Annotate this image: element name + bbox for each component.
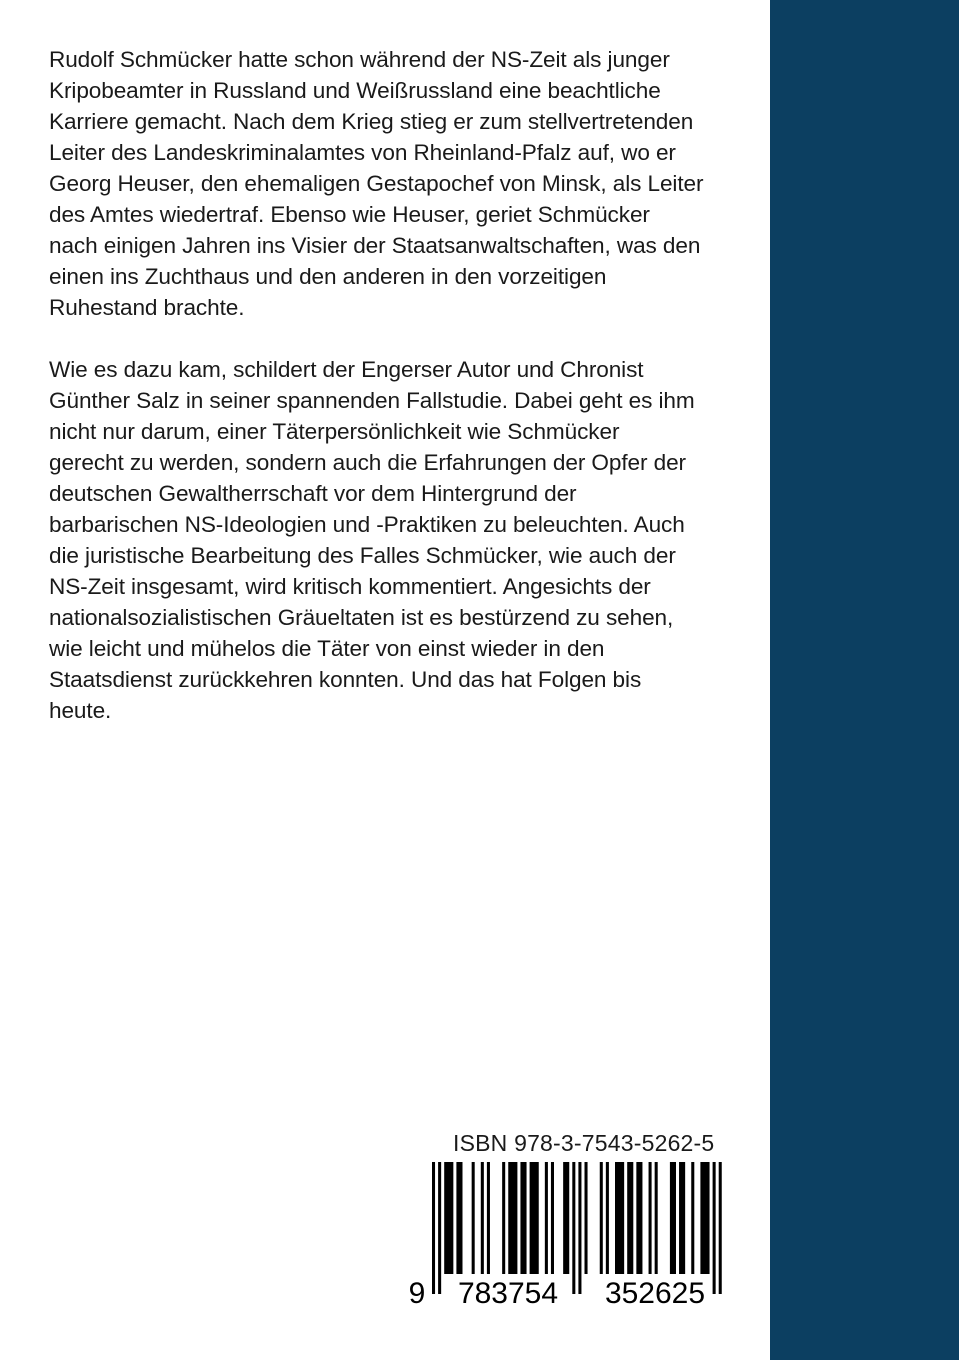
barcode-guard-bar: [432, 1162, 435, 1294]
barcode-bar: [444, 1162, 453, 1274]
blurb-line: Leiter des Landeskriminalamtes von Rheinland-Pfalz auf, wo er: [49, 140, 676, 165]
isbn-label: ISBN 978-3-7543-5262-5: [453, 1130, 715, 1156]
isbn-barcode: [408, 1160, 728, 1310]
blurb-line: barbarischen NS-Ideologien und -Praktiken zu beleuchten. Auch: [49, 512, 685, 537]
blurb-line: Ruhestand brachte.: [49, 295, 245, 320]
barcode-guard-bar: [719, 1162, 722, 1294]
blurb-line: Georg Heuser, den ehemaligen Gestapochef von Minsk, als Leiter: [49, 171, 704, 196]
blurb-line: einen ins Zuchthaus und den anderen in den vorzeitigen: [49, 264, 607, 289]
barcode-bar: [456, 1162, 462, 1274]
blurb-paragraph-2: [49, 354, 739, 726]
barcode-bar: [472, 1162, 475, 1274]
blurb-line: Staatsdienst zurückkehren konnten. Und das hat Folgen bis: [49, 667, 642, 692]
barcode-bar: [700, 1162, 709, 1274]
barcode-guard-bar: [713, 1162, 716, 1294]
barcode-left-digits: 783754: [457, 1277, 559, 1310]
barcode-bar: [691, 1162, 694, 1274]
barcode-bar: [636, 1162, 642, 1274]
barcode-bar: [649, 1162, 652, 1274]
blurb-line: nationalsozialistischen Gräueltaten ist es bestürzend zu sehen,: [49, 605, 674, 630]
barcode-bar: [670, 1162, 676, 1274]
blurb-paragraph-1: [49, 44, 739, 323]
barcode-first-digit: 9: [408, 1277, 426, 1310]
blurb-line: deutschen Gewaltherrschaft vor dem Hintergrund der: [49, 481, 577, 506]
barcode-bar: [487, 1162, 490, 1274]
barcode-bar: [481, 1162, 484, 1274]
blurb-line: Günther Salz in seiner spannenden Fallstudie. Dabei geht es ihm: [49, 388, 695, 413]
barcode-guard-bar: [578, 1162, 581, 1294]
blurb-line: des Amtes wiedertraf. Ebenso wie Heuser, geriet Schmücker: [49, 202, 650, 227]
barcode-bar: [606, 1162, 609, 1274]
blurb-line: nach einigen Jahren ins Visier der Staatsanwaltschaften, was den: [49, 233, 701, 258]
barcode-bar: [508, 1162, 517, 1274]
barcode-bar: [545, 1162, 548, 1274]
barcode-guard-bar: [438, 1162, 441, 1294]
blurb-line: Kripobeamter in Russland und Weißrussland eine beachtliche: [49, 78, 661, 103]
blurb-line: nicht nur darum, einer Täterpersönlichkeit wie Schmücker: [49, 419, 620, 444]
barcode-right-digits: 352625: [604, 1277, 706, 1310]
blurb-line: Wie es dazu kam, schildert der Engerser Autor und Chronist: [49, 357, 644, 382]
barcode-bars: [432, 1162, 722, 1294]
spine-color-band: [770, 0, 959, 1360]
barcode-bar: [530, 1162, 539, 1274]
barcode-guard-bar: [572, 1162, 575, 1294]
blurb-line: NS-Zeit insgesamt, wird kritisch kommentiert. Angesichts der: [49, 574, 651, 599]
blurb-line: die juristische Bearbeitung des Falles Schmücker, wie auch der: [49, 543, 676, 568]
barcode-bar: [563, 1162, 569, 1274]
barcode-bar: [627, 1162, 633, 1274]
barcode-bar: [655, 1162, 658, 1274]
barcode-bar: [502, 1162, 505, 1274]
barcode-bar: [615, 1162, 624, 1274]
barcode-bar: [585, 1162, 588, 1274]
barcode-bar: [600, 1162, 603, 1274]
blurb-line: Karriere gemacht. Nach dem Krieg stieg er zum stellvertretenden: [49, 109, 694, 134]
barcode-bar: [551, 1162, 554, 1274]
barcode-bar: [520, 1162, 526, 1274]
blurb-line: Rudolf Schmücker hatte schon während der NS-Zeit als junger: [49, 47, 670, 72]
blurb-line: gerecht zu werden, sondern auch die Erfahrungen der Opfer der: [49, 450, 686, 475]
back-cover-blurb: [49, 44, 739, 726]
blurb-line: heute.: [49, 698, 112, 723]
blurb-line: wie leicht und mühelos die Täter von einst wieder in den: [49, 636, 605, 661]
barcode-bar: [679, 1162, 685, 1274]
